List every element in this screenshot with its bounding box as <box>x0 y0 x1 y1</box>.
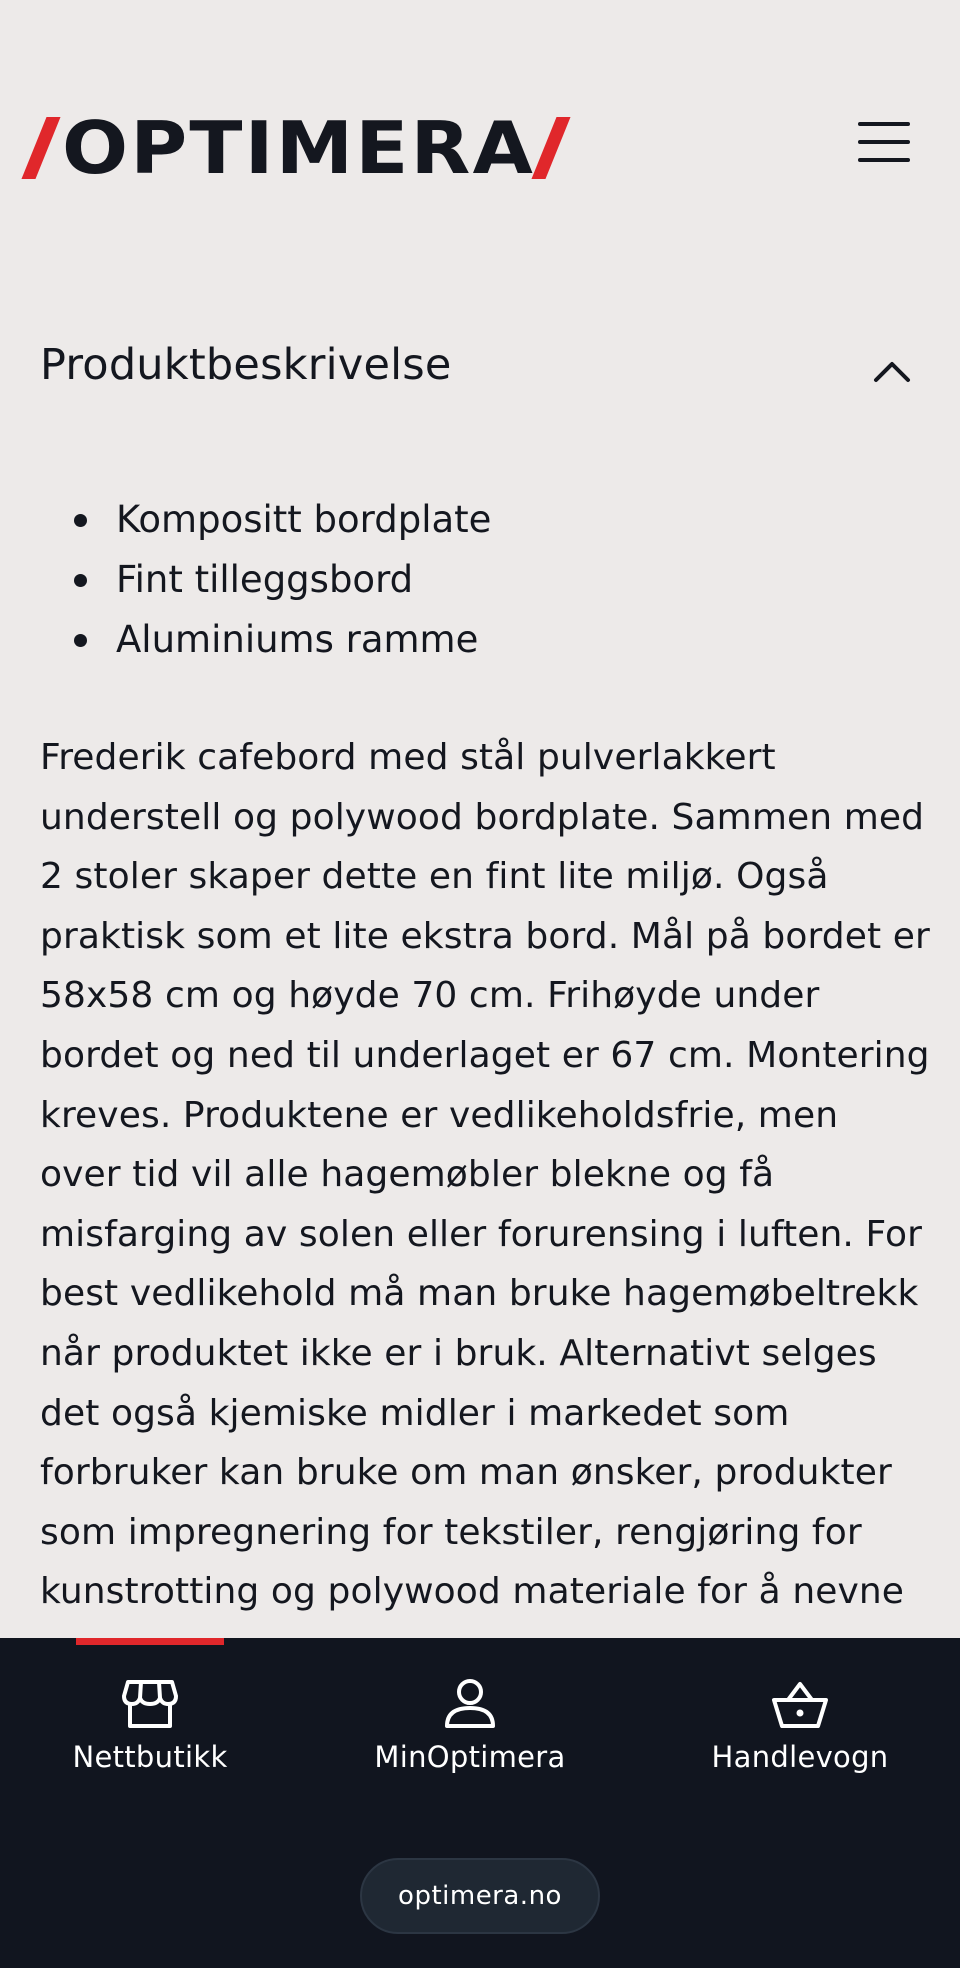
menu-line <box>858 140 910 144</box>
browser-url-pill[interactable]: optimera.no <box>360 1858 600 1934</box>
nav-item-handlevogn[interactable] <box>680 1678 920 1774</box>
nav-item-nettbutikk[interactable] <box>30 1678 270 1774</box>
logo-slash-left <box>21 117 60 179</box>
logo-wordmark: OPTIMERA <box>62 106 535 190</box>
section-title: Produktbeskrivelse <box>40 340 452 390</box>
menu-line <box>858 122 910 126</box>
hamburger-menu-icon[interactable] <box>858 122 910 162</box>
basket-icon <box>770 1678 830 1730</box>
user-icon <box>442 1678 498 1730</box>
chevron-up-icon[interactable] <box>872 352 912 392</box>
nav-label: Handlevogn <box>711 1740 889 1774</box>
optimera-logo[interactable] <box>20 106 572 190</box>
list-item: Aluminiums ramme <box>74 610 491 670</box>
logo-slash-right <box>531 117 570 179</box>
list-item: Kompositt bordplate <box>74 490 491 550</box>
accordion-header[interactable] <box>0 330 960 410</box>
nav-item-minoptimera[interactable] <box>350 1678 590 1774</box>
nav-label: Nettbutikk <box>72 1740 228 1774</box>
store-icon <box>122 1678 178 1730</box>
active-tab-indicator <box>76 1638 224 1645</box>
feature-list <box>74 490 491 670</box>
nav-label: MinOptimera <box>374 1740 566 1774</box>
list-item: Fint tilleggsbord <box>74 550 491 610</box>
product-description: Frederik cafebord med stål pulverlakkert understell og polywood bordplate. Sammen med 2 stoler skaper dette en fint lite miljø. Også praktisk som et lite ekstra bord. Mål på bordet er 58x58 cm og høyde 70 cm. Frihøyde under bordet og ned til underlaget er 67 cm. Montering kreves. Produktene er vedlikeholdsfrie, men over tid vil alle hagemøbler blekne og få misfarging av solen eller forurensing i luften. For best vedlikehold må man bruke hagemøbeltrekk når produktet ikke er i bruk. Alternativt selges det også kjemiske midler i markedet som forbruker kan bruke om man ønsker, produkter som impregnering for tekstiler, rengjøring for kunstrotting og polywood materiale for å nevne <box>40 737 930 1613</box>
header <box>0 0 960 280</box>
menu-line <box>858 158 910 162</box>
